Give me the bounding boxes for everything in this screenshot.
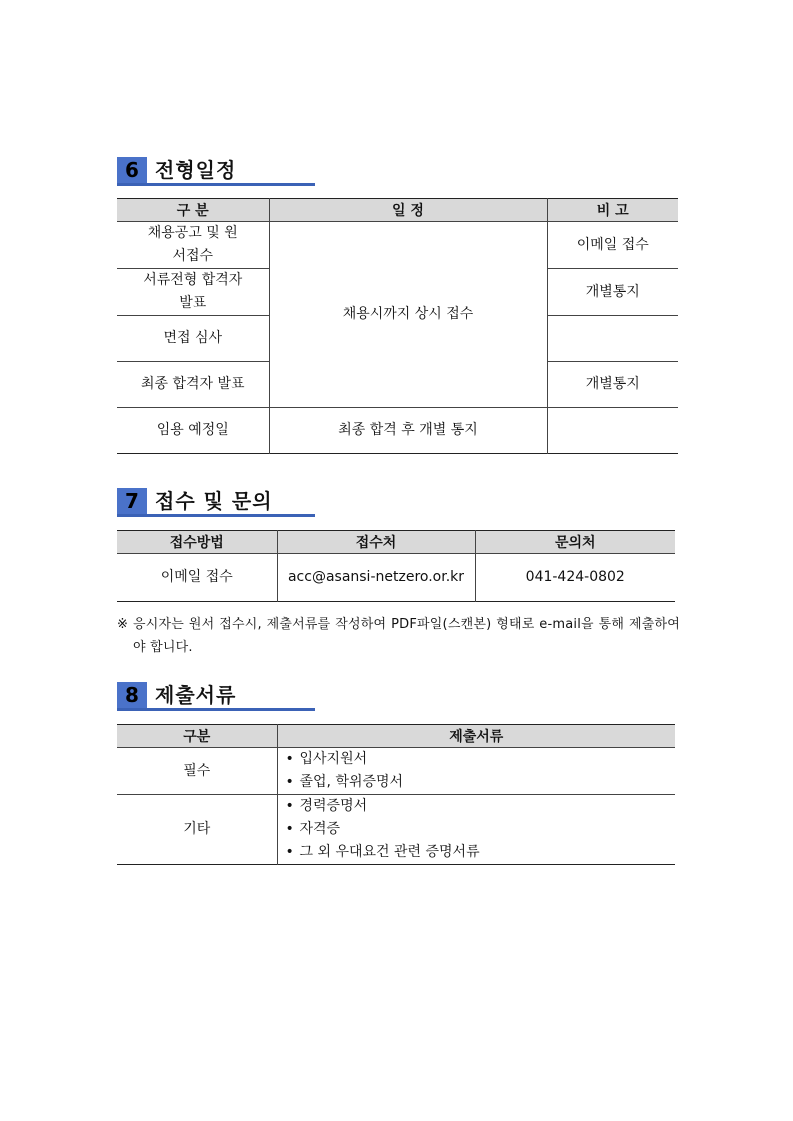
documents-cell <box>277 748 675 795</box>
table-row <box>117 408 678 454</box>
list-item: • 자격증 <box>286 818 676 841</box>
header-category: 구분 <box>117 725 277 748</box>
header-contact: 문의처 <box>475 531 675 554</box>
header-remarks: 비 고 <box>547 199 678 222</box>
table-row <box>117 554 675 602</box>
remarks-cell: 개별통지 <box>547 362 678 408</box>
remarks-cell <box>547 408 678 454</box>
header-method: 접수방법 <box>117 531 277 554</box>
category-cell: 채용공고 및 원서접수 <box>117 222 269 269</box>
section-7-heading <box>117 488 315 518</box>
header-address: 접수처 <box>277 531 475 554</box>
category-cell: 최종 합격자 발표 <box>117 362 269 408</box>
table-header-row <box>117 725 675 748</box>
submission-note <box>117 613 680 659</box>
section-6-heading <box>117 157 315 187</box>
list-item: • 경력증명서 <box>286 795 676 818</box>
table-row <box>117 748 675 795</box>
section-title: 제출서류 <box>155 683 237 707</box>
category-cell: 기타 <box>117 795 277 865</box>
application-table <box>117 530 675 602</box>
phone-number: 041-424-0802 <box>475 554 675 602</box>
email-address: acc@asansi-netzero.or.kr <box>277 554 475 602</box>
note-text: 응시자는 원서 접수시, 제출서류를 작성하여 PDF파일(스캔본) 형태로 e-mail을 통해 제출하여야 합니다. <box>133 617 680 655</box>
header-category: 구 분 <box>117 199 269 222</box>
method-cell: 이메일 접수 <box>160 569 233 585</box>
section-title: 접수 및 문의 <box>155 489 273 513</box>
remarks-cell: 개별통지 <box>547 269 678 316</box>
schedule-cell: 채용시까지 상시 접수 <box>269 222 547 408</box>
category-cell: 필수 <box>183 762 211 779</box>
table-row <box>117 222 678 269</box>
section-number: 7 <box>117 488 147 514</box>
table-row <box>117 795 675 865</box>
category-cell: 임용 예정일 <box>117 408 269 454</box>
header-documents: 제출서류 <box>277 725 675 748</box>
remarks-cell: 이메일 접수 <box>547 222 678 269</box>
section-underline <box>117 708 315 711</box>
note-mark: ※ <box>117 617 128 632</box>
list-item: • 졸업, 학위증명서 <box>286 771 676 794</box>
documents-cell <box>277 795 675 865</box>
header-schedule: 일 정 <box>269 199 547 222</box>
section-number: 6 <box>117 157 147 183</box>
section-8-heading <box>117 682 315 712</box>
table-header-row <box>117 531 675 554</box>
documents-table <box>117 724 675 865</box>
table-header-row <box>117 199 678 222</box>
section-underline <box>117 183 315 186</box>
category-cell: 서류전형 합격자 발표 <box>117 269 269 316</box>
category-cell: 면접 심사 <box>117 316 269 362</box>
schedule-table <box>117 198 678 454</box>
list-item: • 그 외 우대요건 관련 증명서류 <box>286 841 676 864</box>
section-number: 8 <box>117 682 147 708</box>
section-title: 전형일정 <box>155 158 237 182</box>
remarks-cell <box>547 316 678 362</box>
schedule-cell: 최종 합격 후 개별 통지 <box>269 408 547 454</box>
list-item: • 입사지원서 <box>286 748 676 771</box>
section-underline <box>117 514 315 517</box>
